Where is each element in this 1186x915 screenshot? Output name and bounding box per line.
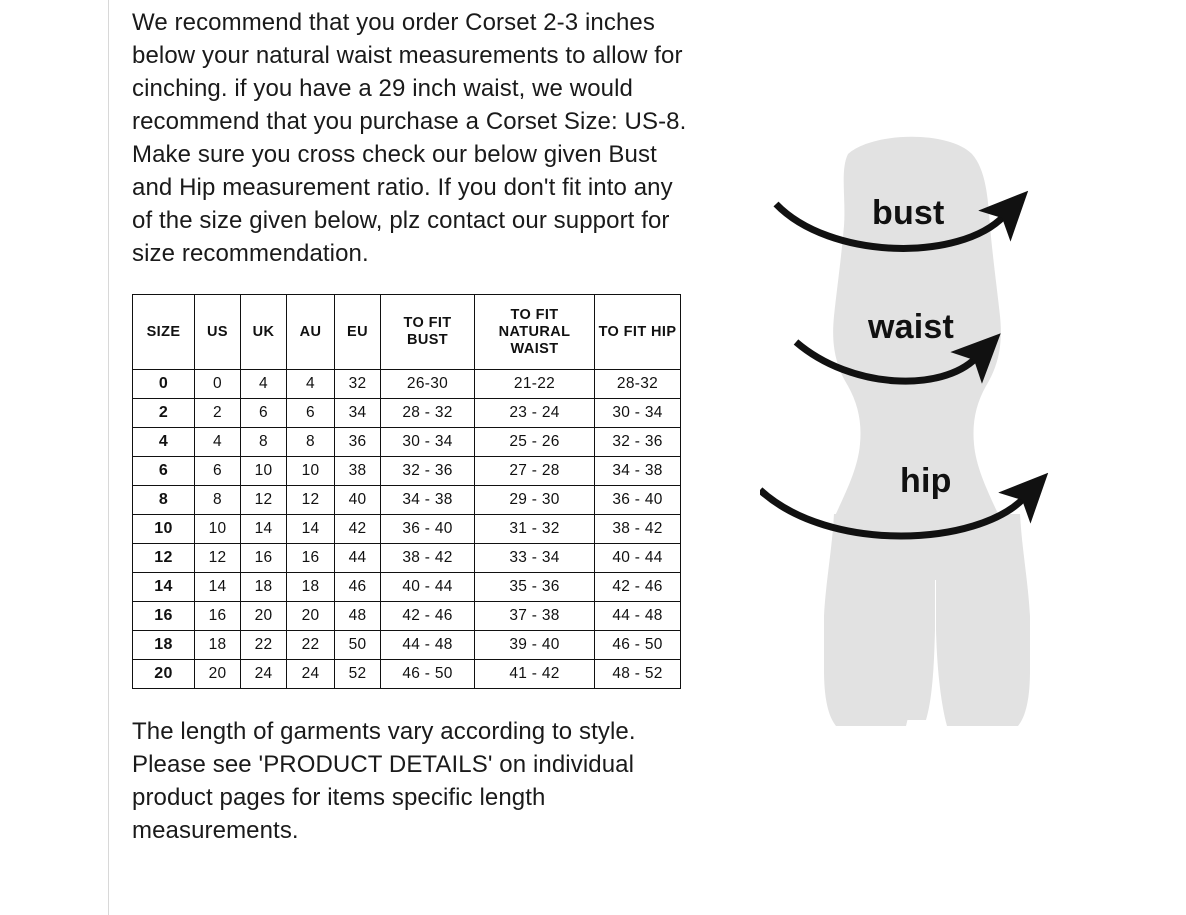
cell-uk: 12 xyxy=(241,486,287,515)
cell-waist: 37 - 38 xyxy=(475,602,595,631)
cell-waist: 35 - 36 xyxy=(475,573,595,602)
cell-au: 10 xyxy=(287,457,335,486)
cell-hip: 30 - 34 xyxy=(595,399,681,428)
cell-eu: 48 xyxy=(335,602,381,631)
cell-au: 12 xyxy=(287,486,335,515)
cell-bust: 46 - 50 xyxy=(381,660,475,689)
cell-au: 8 xyxy=(287,428,335,457)
cell-bust: 34 - 38 xyxy=(381,486,475,515)
table-row xyxy=(133,486,681,515)
cell-size: 4 xyxy=(133,428,195,457)
col-header-eu: EU xyxy=(335,295,381,370)
measurement-figure xyxy=(760,110,1160,790)
intro-paragraph-block xyxy=(132,6,692,270)
size-chart-table xyxy=(132,294,681,689)
cell-uk: 18 xyxy=(241,573,287,602)
col-header-us: US xyxy=(195,295,241,370)
table-row xyxy=(133,602,681,631)
cell-waist: 39 - 40 xyxy=(475,631,595,660)
cell-eu: 44 xyxy=(335,544,381,573)
cell-bust: 26-30 xyxy=(381,370,475,399)
cell-size: 20 xyxy=(133,660,195,689)
col-header-hip: TO FIT HIP xyxy=(595,295,681,370)
bust-label: bust xyxy=(872,194,945,232)
cell-uk: 16 xyxy=(241,544,287,573)
cell-au: 14 xyxy=(287,515,335,544)
hip-label: hip xyxy=(900,462,952,500)
cell-uk: 10 xyxy=(241,457,287,486)
cell-eu: 34 xyxy=(335,399,381,428)
cell-size: 2 xyxy=(133,399,195,428)
table-row xyxy=(133,428,681,457)
text-and-table-column xyxy=(132,0,692,847)
cell-size: 16 xyxy=(133,602,195,631)
table-row xyxy=(133,631,681,660)
cell-au: 16 xyxy=(287,544,335,573)
cell-hip: 44 - 48 xyxy=(595,602,681,631)
table-row xyxy=(133,399,681,428)
cell-us: 4 xyxy=(195,428,241,457)
table-header-row xyxy=(133,295,681,370)
cell-hip: 28-32 xyxy=(595,370,681,399)
cell-eu: 40 xyxy=(335,486,381,515)
cell-us: 12 xyxy=(195,544,241,573)
footer-paragraph-block xyxy=(132,715,692,847)
cell-size: 18 xyxy=(133,631,195,660)
intro-paragraph: We recommend that you order Corset 2-3 inches below your natural waist measurements to allow for cinching. if you have a 29 inch waist, we would recommend that you purchase a Corset Size: US-8. Make sure you cross check our below given Bust and Hip measurement ratio. If you don't fit into any of the size given below, plz contact our support for size recommendation. xyxy=(132,9,687,267)
cell-bust: 44 - 48 xyxy=(381,631,475,660)
cell-hip: 40 - 44 xyxy=(595,544,681,573)
cell-au: 6 xyxy=(287,399,335,428)
cell-au: 24 xyxy=(287,660,335,689)
cell-waist: 33 - 34 xyxy=(475,544,595,573)
cell-eu: 36 xyxy=(335,428,381,457)
table-row xyxy=(133,573,681,602)
cell-us: 8 xyxy=(195,486,241,515)
cell-size: 12 xyxy=(133,544,195,573)
cell-uk: 6 xyxy=(241,399,287,428)
cell-bust: 30 - 34 xyxy=(381,428,475,457)
cell-uk: 8 xyxy=(241,428,287,457)
cell-us: 14 xyxy=(195,573,241,602)
table-row xyxy=(133,515,681,544)
cell-bust: 28 - 32 xyxy=(381,399,475,428)
body-diagram-svg xyxy=(760,110,1160,790)
cell-hip: 48 - 52 xyxy=(595,660,681,689)
cell-size: 8 xyxy=(133,486,195,515)
cell-bust: 38 - 42 xyxy=(381,544,475,573)
cell-hip: 38 - 42 xyxy=(595,515,681,544)
cell-size: 6 xyxy=(133,457,195,486)
cell-waist: 27 - 28 xyxy=(475,457,595,486)
cell-us: 10 xyxy=(195,515,241,544)
cell-hip: 42 - 46 xyxy=(595,573,681,602)
cell-us: 0 xyxy=(195,370,241,399)
cell-waist: 25 - 26 xyxy=(475,428,595,457)
cell-size: 10 xyxy=(133,515,195,544)
cell-bust: 40 - 44 xyxy=(381,573,475,602)
cell-size: 0 xyxy=(133,370,195,399)
cell-au: 18 xyxy=(287,573,335,602)
cell-hip: 34 - 38 xyxy=(595,457,681,486)
footer-paragraph: The length of garments vary according to style. Please see 'PRODUCT DETAILS' on individual product pages for items specific length measurements. xyxy=(132,718,636,844)
cell-us: 16 xyxy=(195,602,241,631)
col-header-bust: TO FIT BUST xyxy=(381,295,475,370)
col-header-uk: UK xyxy=(241,295,287,370)
cell-eu: 32 xyxy=(335,370,381,399)
cell-hip: 36 - 40 xyxy=(595,486,681,515)
table-row xyxy=(133,544,681,573)
cell-eu: 38 xyxy=(335,457,381,486)
cell-waist: 29 - 30 xyxy=(475,486,595,515)
cell-au: 4 xyxy=(287,370,335,399)
cell-eu: 52 xyxy=(335,660,381,689)
table-row xyxy=(133,660,681,689)
cell-uk: 24 xyxy=(241,660,287,689)
cell-hip: 32 - 36 xyxy=(595,428,681,457)
table-header xyxy=(133,295,681,370)
cell-waist: 21-22 xyxy=(475,370,595,399)
table-row xyxy=(133,457,681,486)
table-row xyxy=(133,370,681,399)
cell-au: 20 xyxy=(287,602,335,631)
cell-us: 20 xyxy=(195,660,241,689)
cell-us: 18 xyxy=(195,631,241,660)
cell-eu: 46 xyxy=(335,573,381,602)
cell-bust: 42 - 46 xyxy=(381,602,475,631)
cell-us: 2 xyxy=(195,399,241,428)
col-header-natural-waist: TO FIT NATURAL WAIST xyxy=(475,295,595,370)
cell-uk: 20 xyxy=(241,602,287,631)
cell-au: 22 xyxy=(287,631,335,660)
table-body xyxy=(133,370,681,689)
cell-us: 6 xyxy=(195,457,241,486)
cell-bust: 32 - 36 xyxy=(381,457,475,486)
cell-hip: 46 - 50 xyxy=(595,631,681,660)
cell-size: 14 xyxy=(133,573,195,602)
cell-eu: 42 xyxy=(335,515,381,544)
cell-waist: 41 - 42 xyxy=(475,660,595,689)
cell-uk: 22 xyxy=(241,631,287,660)
col-header-size: SIZE xyxy=(133,295,195,370)
cell-waist: 23 - 24 xyxy=(475,399,595,428)
col-header-au: AU xyxy=(287,295,335,370)
cell-waist: 31 - 32 xyxy=(475,515,595,544)
cell-uk: 14 xyxy=(241,515,287,544)
left-margin-rule xyxy=(108,0,109,915)
cell-bust: 36 - 40 xyxy=(381,515,475,544)
cell-uk: 4 xyxy=(241,370,287,399)
cell-eu: 50 xyxy=(335,631,381,660)
waist-label: waist xyxy=(868,308,955,346)
